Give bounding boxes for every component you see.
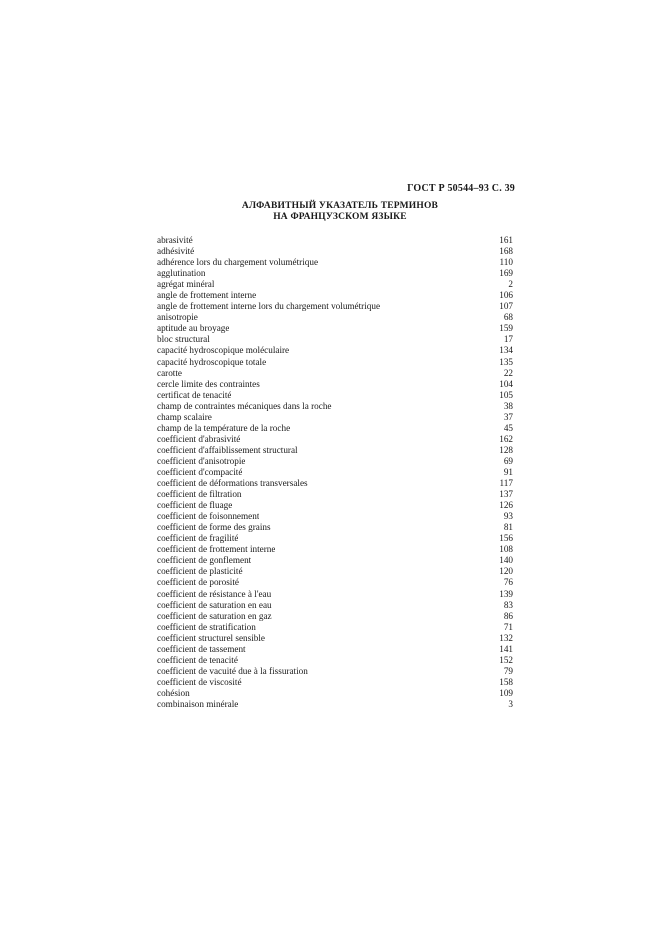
index-entry bbox=[157, 257, 513, 268]
index-entry-term: coefficient de frottement interne bbox=[157, 544, 276, 555]
index-entry-page: 141 bbox=[499, 643, 513, 654]
index-entry bbox=[157, 511, 513, 522]
index-entry-term: abrasivité bbox=[157, 235, 193, 245]
index-entry-page: 132 bbox=[499, 632, 513, 643]
index-entry bbox=[157, 290, 513, 301]
index-entry-term: coefficient de foisonnement bbox=[157, 511, 260, 522]
index-entry bbox=[157, 467, 513, 478]
index-entry bbox=[157, 357, 513, 368]
index-entry-page: 134 bbox=[499, 345, 513, 356]
index-entry-page: 76 bbox=[503, 577, 513, 588]
index-entry-term: adhésivité bbox=[157, 246, 195, 257]
index-entry-term: coefficient de tassement bbox=[157, 643, 246, 654]
index-title-line-1: АЛФАВИТНЫЙ УКАЗАТЕЛЬ ТЕРМИНОВ bbox=[241, 201, 439, 211]
index-entry bbox=[157, 368, 513, 379]
index-entry-page: 109 bbox=[499, 687, 513, 698]
index-entry-page: 2 bbox=[508, 279, 513, 290]
index-title bbox=[160, 201, 520, 223]
index-entry bbox=[157, 268, 513, 279]
index-entry-term: coefficient d'abrasivité bbox=[157, 433, 241, 444]
index-entry-term: bloc structural bbox=[157, 334, 210, 345]
index-entry-page: 86 bbox=[503, 610, 513, 621]
index-entry bbox=[157, 445, 513, 456]
index-entry-term: coefficient de filtration bbox=[157, 489, 242, 500]
index-entry-page: 137 bbox=[499, 489, 513, 500]
index-entry-page: 68 bbox=[503, 312, 513, 323]
index-entry-term: angle de frottement interne lors du chargement volumétrique bbox=[157, 301, 381, 312]
index-entry-term: adhérence lors du chargement volumétrique bbox=[157, 257, 319, 268]
index-entry-term: aptitude au broyage bbox=[157, 323, 230, 334]
index-entry-term: coefficient de porosité bbox=[157, 577, 239, 588]
index-entry-term: agglutination bbox=[157, 268, 206, 279]
index-entry-term: coefficient de stratification bbox=[157, 621, 256, 632]
index-entry-term: champ de la température de la roche bbox=[157, 422, 291, 433]
index-title-line-2: НА ФРАНЦУЗСКОМ ЯЗЫКЕ bbox=[273, 212, 407, 222]
index-entry-term: capacité hydroscopique moléculaire bbox=[157, 345, 290, 356]
index-entry bbox=[157, 379, 513, 390]
index-entry-term: coefficient structurel sensible bbox=[157, 632, 265, 643]
index-entry-page: 120 bbox=[499, 566, 513, 577]
index-entry bbox=[157, 312, 513, 323]
index-entry-term: coefficient de plasticité bbox=[157, 566, 243, 577]
index-entry-page: 159 bbox=[499, 323, 513, 334]
index-entry bbox=[157, 699, 513, 710]
index-entry-page: 91 bbox=[503, 466, 513, 477]
index-entry-term: champ scalaire bbox=[157, 411, 212, 422]
index-entry-term: certificat de tenacité bbox=[157, 389, 232, 400]
index-entry-page: 162 bbox=[499, 433, 513, 444]
index-entry-page: 158 bbox=[499, 676, 513, 687]
index-entry bbox=[157, 589, 513, 600]
index-entry bbox=[157, 401, 513, 412]
index-entry bbox=[157, 688, 513, 699]
index-entry-term: cercle limite des contraintes bbox=[157, 378, 260, 389]
index-entry-page: 105 bbox=[499, 389, 513, 400]
index-entry-term: cohésion bbox=[157, 687, 190, 698]
index-entry bbox=[157, 423, 513, 434]
index-entry-term: champ de contraintes mécaniques dans la roche bbox=[157, 400, 332, 411]
index-entry bbox=[157, 301, 513, 312]
index-entry bbox=[157, 489, 513, 500]
index-entry bbox=[157, 478, 513, 489]
term-index-list bbox=[157, 235, 513, 710]
index-entry bbox=[157, 666, 513, 677]
index-entry bbox=[157, 622, 513, 633]
index-entry bbox=[157, 533, 513, 544]
index-entry-page: 3 bbox=[508, 698, 513, 709]
index-entry-term: coefficient d'affaiblissement structural bbox=[157, 444, 298, 455]
index-entry-page: 156 bbox=[499, 533, 513, 544]
index-entry-page: 152 bbox=[499, 654, 513, 665]
index-entry bbox=[157, 600, 513, 611]
index-entry-page: 71 bbox=[503, 621, 513, 632]
index-entry-page: 81 bbox=[503, 522, 513, 533]
index-entry bbox=[157, 412, 513, 423]
index-entry-term: coefficient d'anisotropie bbox=[157, 455, 246, 466]
index-entry bbox=[157, 279, 513, 290]
index-entry-term: carotte bbox=[157, 367, 182, 378]
index-entry-term: coefficient d'compacité bbox=[157, 466, 243, 477]
index-entry-page: 45 bbox=[503, 422, 513, 433]
index-entry-term: coefficient de résistance à l'eau bbox=[157, 588, 272, 599]
index-entry-page: 17 bbox=[503, 334, 513, 345]
index-entry bbox=[157, 633, 513, 644]
index-entry bbox=[157, 456, 513, 467]
index-entry-page: 107 bbox=[499, 301, 513, 312]
index-entry bbox=[157, 555, 513, 566]
index-entry-page: 139 bbox=[499, 588, 513, 599]
index-entry bbox=[157, 235, 513, 246]
index-entry bbox=[157, 577, 513, 588]
index-entry-term: anisotropie bbox=[157, 312, 198, 323]
index-entry-term: coefficient de fluage bbox=[157, 500, 233, 511]
index-entry-page: 37 bbox=[503, 411, 513, 422]
index-entry-page: 108 bbox=[499, 544, 513, 555]
index-entry-page: 83 bbox=[503, 599, 513, 610]
page-header-standard: ГОСТ Р 50544–93 С. 39 bbox=[407, 183, 515, 194]
index-entry bbox=[157, 500, 513, 511]
index-entry-term: coefficient de viscosité bbox=[157, 676, 242, 687]
index-entry bbox=[157, 323, 513, 334]
index-entry-term: combinaison minérale bbox=[157, 698, 239, 709]
index-entry bbox=[157, 334, 513, 345]
index-entry-term: agrégat minéral bbox=[157, 279, 215, 290]
index-entry-term: coefficient de fragilité bbox=[157, 533, 239, 544]
index-entry-page: 106 bbox=[499, 290, 513, 301]
index-entry-page: 169 bbox=[499, 268, 513, 279]
index-entry-page: 104 bbox=[499, 378, 513, 389]
index-entry-page: 168 bbox=[499, 246, 513, 257]
index-entry-page: 161 bbox=[499, 235, 513, 245]
index-entry bbox=[157, 345, 513, 356]
index-entry-term: coefficient de vacuité due à la fissuration bbox=[157, 665, 308, 676]
index-entry-term: coefficient de saturation en gaz bbox=[157, 610, 272, 621]
index-entry-page: 93 bbox=[503, 511, 513, 522]
index-entry bbox=[157, 644, 513, 655]
index-entry-page: 128 bbox=[499, 444, 513, 455]
index-entry-term: coefficient de déformations transversales bbox=[157, 478, 308, 489]
index-entry-term: coefficient de gonflement bbox=[157, 555, 252, 566]
index-entry-term: capacité hydroscopique totale bbox=[157, 356, 267, 367]
index-entry bbox=[157, 566, 513, 577]
index-entry-term: coefficient de saturation en eau bbox=[157, 599, 272, 610]
index-entry-page: 135 bbox=[499, 356, 513, 367]
index-entry-page: 126 bbox=[499, 500, 513, 511]
index-entry-page: 22 bbox=[503, 367, 513, 378]
index-entry-page: 110 bbox=[499, 257, 513, 268]
index-entry-term: angle de frottement interne bbox=[157, 290, 257, 301]
index-entry-page: 38 bbox=[503, 400, 513, 411]
index-entry-term: coefficient de forme des grains bbox=[157, 522, 271, 533]
index-entry bbox=[157, 677, 513, 688]
index-entry bbox=[157, 655, 513, 666]
index-entry-page: 140 bbox=[499, 555, 513, 566]
index-entry-page: 69 bbox=[503, 455, 513, 466]
index-entry bbox=[157, 390, 513, 401]
index-entry bbox=[157, 544, 513, 555]
index-entry bbox=[157, 434, 513, 445]
index-entry bbox=[157, 522, 513, 533]
index-entry bbox=[157, 246, 513, 257]
index-entry-page: 117 bbox=[499, 478, 513, 489]
index-entry-page: 79 bbox=[503, 665, 513, 676]
index-entry-term: coefficient de tenacité bbox=[157, 654, 238, 665]
index-entry bbox=[157, 611, 513, 622]
